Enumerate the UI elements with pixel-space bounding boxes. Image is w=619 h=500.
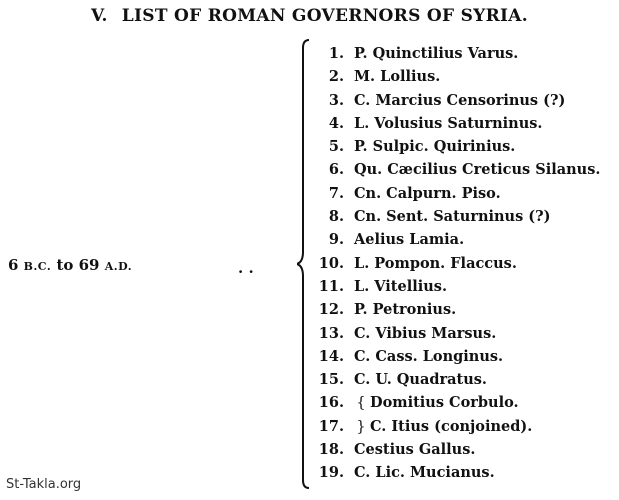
leader-dots: . . [238,259,254,277]
item-number: 7. [328,184,344,202]
item-number: 4. [328,114,344,132]
title-numeral: V. [91,6,108,26]
list-item [310,228,600,251]
item-number: 3. [328,91,344,109]
list-item [310,135,600,158]
item-number: 19. [318,464,344,482]
item-number: 9. [328,231,344,249]
list-item [310,345,600,368]
list-item [310,205,600,228]
period-start: 6 [8,256,19,274]
list-item [310,182,600,205]
governor-name: P. Sulpic. Quirinius. [354,138,516,156]
list-item [310,65,600,88]
governor-name: C. Vibius Marsus. [354,324,497,342]
period-end-era: A.D. [104,260,133,273]
list-item [310,415,600,438]
list-item [310,461,600,484]
list-item [310,298,600,321]
item-number: 8. [328,208,344,226]
governor-list [310,42,600,485]
governor-name: Domitius Corbulo. [370,394,519,412]
governor-name: Cn. Sent. Saturninus (?) [354,208,551,226]
list-item [310,275,600,298]
sub-brace-open: { [356,395,366,412]
governor-name: Qu. Cæcilius Creticus Silanus. [354,161,601,179]
governor-name: L. Vitellius. [354,277,447,295]
item-number: 11. [318,277,344,295]
governor-name: M. Lollius. [354,68,441,86]
governor-name: C. U. Quadratus. [354,371,487,389]
list-item [310,89,600,112]
sub-brace-close: } [356,418,366,435]
list-item [310,158,600,181]
governor-name: C. Itius (conjoined). [370,417,533,435]
list-item [310,368,600,391]
item-number: 15. [318,371,344,389]
list-item [310,322,600,345]
period-middle: to 69 [56,256,100,274]
watermark: St-Takla.org [6,477,82,492]
governor-name: L. Pompon. Flaccus. [354,254,517,272]
period-start-era: B.C. [23,260,52,273]
item-number: 12. [318,301,344,319]
governor-name: C. Cass. Longinus. [354,347,504,365]
page-title [0,6,619,26]
list-item [310,42,600,65]
item-number: 5. [328,138,344,156]
item-number: 16. [318,394,344,412]
item-number: 2. [328,68,344,86]
list-item [310,438,600,461]
governor-name: Cestius Gallus. [354,441,476,459]
governor-name: Cn. Calpurn. Piso. [354,184,501,202]
list-item [310,112,600,135]
governor-name: P. Quinctilius Varus. [354,45,519,62]
item-number: 18. [318,441,344,459]
governor-name: L. Volusius Saturninus. [354,114,543,132]
governor-name: C. Marcius Censorinus (?) [354,91,566,109]
item-number: 13. [318,324,344,342]
list-item [310,252,600,275]
item-number: 6. [328,161,344,179]
governor-name: Aelius Lamia. [354,231,465,249]
title-text: LIST OF ROMAN GOVERNORS OF SYRIA. [121,6,528,26]
item-number: 14. [318,347,344,365]
list-item [310,391,600,414]
governor-name: C. Lic. Mucianus. [354,464,495,482]
item-number: 1. [328,45,344,62]
governor-name: P. Petronius. [354,301,457,319]
item-number: 10. [318,254,344,272]
item-number: 17. [318,417,344,435]
period-label [8,256,132,274]
